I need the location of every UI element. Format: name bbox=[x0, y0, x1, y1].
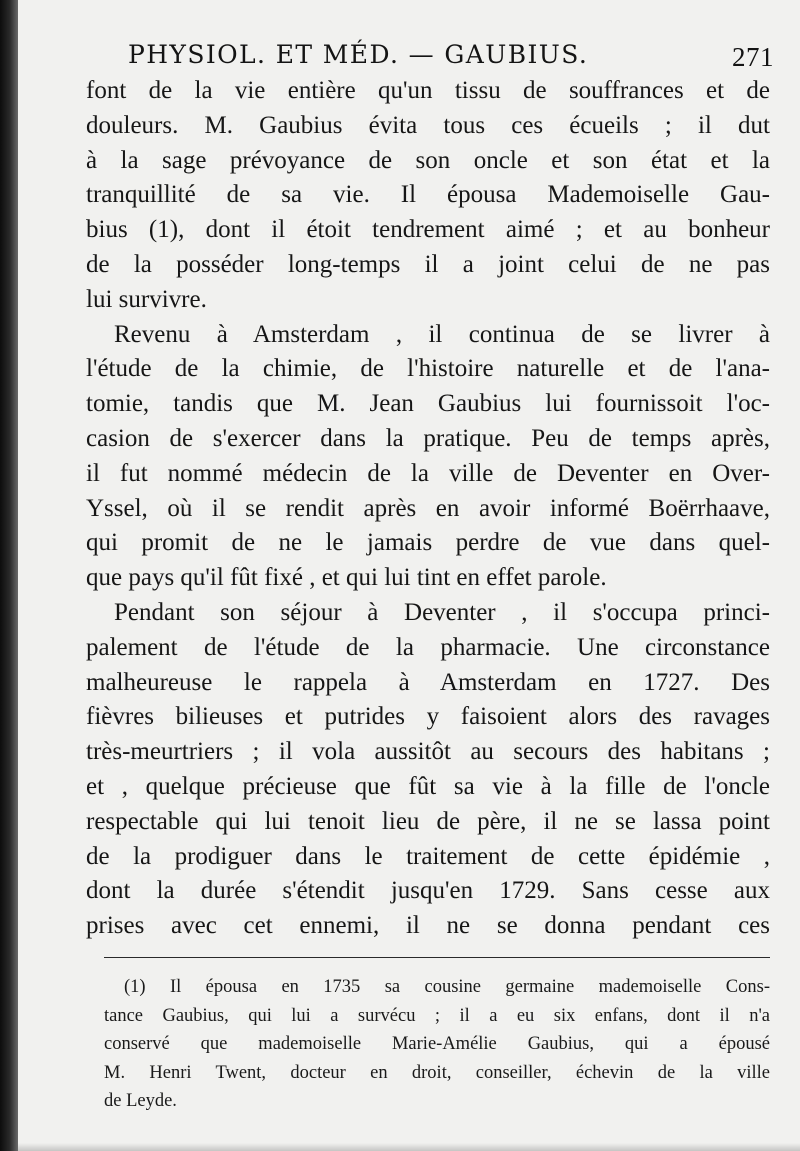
body-line: bius (1), dont il étoit tendrement aimé ; et au bonheur bbox=[86, 216, 770, 244]
body-line: tranquillité de sa vie. Il épousa Mademoiselle Gau- bbox=[86, 181, 770, 209]
body-line: tomie, tandis que M. Jean Gaubius lui fournissoit l'oc- bbox=[86, 390, 770, 418]
body-line: respectable qui lui tenoit lieu de père, il ne se lassa point bbox=[86, 807, 770, 835]
footnote-line: M. Henri Twent, docteur en droit, conseiller, échevin de la ville bbox=[104, 1062, 770, 1083]
book-page bbox=[18, 0, 800, 1151]
body-text bbox=[86, 74, 770, 944]
body-line: que pays qu'il fût fixé , et qui lui tint en effet parole. bbox=[86, 564, 607, 592]
body-line: et , quelque précieuse que fût sa vie à la fille de l'oncle bbox=[86, 772, 770, 800]
body-line: fièvres bilieuses et putrides y faisoient alors des ravages bbox=[86, 703, 770, 731]
body-line: très-meurtriers ; il vola aussitôt au secours des habitans ; bbox=[86, 738, 770, 766]
page-number: 271 bbox=[732, 42, 774, 72]
paragraph-first-line: Revenu à Amsterdam , il continua de se livrer à bbox=[114, 320, 770, 348]
footnote-line: tance Gaubius, qui lui a survécu ; il a eu six enfans, dont il n'a bbox=[104, 1005, 770, 1026]
footnote-line: conservé que mademoiselle Marie-Amélie Gaubius, qui a épousé bbox=[104, 1034, 770, 1054]
body-line: douleurs. M. Gaubius évita tous ces écueils ; il dut bbox=[86, 111, 770, 139]
footnote-line: (1) Il épousa en 1735 sa cousine germaine mademoiselle Cons- bbox=[124, 977, 770, 997]
body-line: prises avec cet ennemi, il ne se donna pendant ces bbox=[86, 912, 770, 940]
footnote-rule bbox=[104, 957, 770, 958]
body-line: à la sage prévoyance de son oncle et son état et la bbox=[86, 146, 770, 174]
running-head-title: PHYSIOL. ET MÉD. — GAUBIUS. bbox=[128, 40, 589, 69]
footnote bbox=[104, 973, 770, 1116]
body-line: casion de s'exercer dans la pratique. Peu de temps après, bbox=[86, 424, 770, 452]
footnote-line: de Leyde. bbox=[104, 1091, 177, 1111]
body-line: dont la durée s'étendit jusqu'en 1729. Sans cesse aux bbox=[86, 877, 770, 905]
body-line: qui promit de ne le jamais perdre de vue dans quel- bbox=[86, 529, 770, 557]
paragraph-first-line: Pendant son séjour à Deventer , il s'occupa princi- bbox=[114, 598, 770, 626]
body-line: il fut nommé médecin de la ville de Deventer en Over- bbox=[86, 459, 770, 487]
page-bottom-shadow bbox=[18, 1143, 800, 1151]
body-line: Yssel, où il se rendit après en avoir informé Boërrhaave, bbox=[86, 494, 770, 522]
body-line: malheureuse le rappela à Amsterdam en 1727. Des bbox=[86, 668, 770, 696]
body-line: l'étude de la chimie, de l'histoire naturelle et de l'ana- bbox=[86, 355, 770, 383]
body-line: de la prodiguer dans le traitement de cette épidémie , bbox=[86, 842, 770, 870]
book-binding-edge bbox=[0, 0, 18, 1151]
body-line: de la posséder long-temps il a joint celui de ne pas bbox=[86, 250, 770, 278]
body-line: lui survivre. bbox=[86, 285, 207, 313]
body-line: palement de l'étude de la pharmacie. Une circonstance bbox=[86, 633, 770, 661]
running-head bbox=[128, 40, 774, 76]
body-line: font de la vie entière qu'un tissu de souffrances et de bbox=[86, 77, 770, 104]
